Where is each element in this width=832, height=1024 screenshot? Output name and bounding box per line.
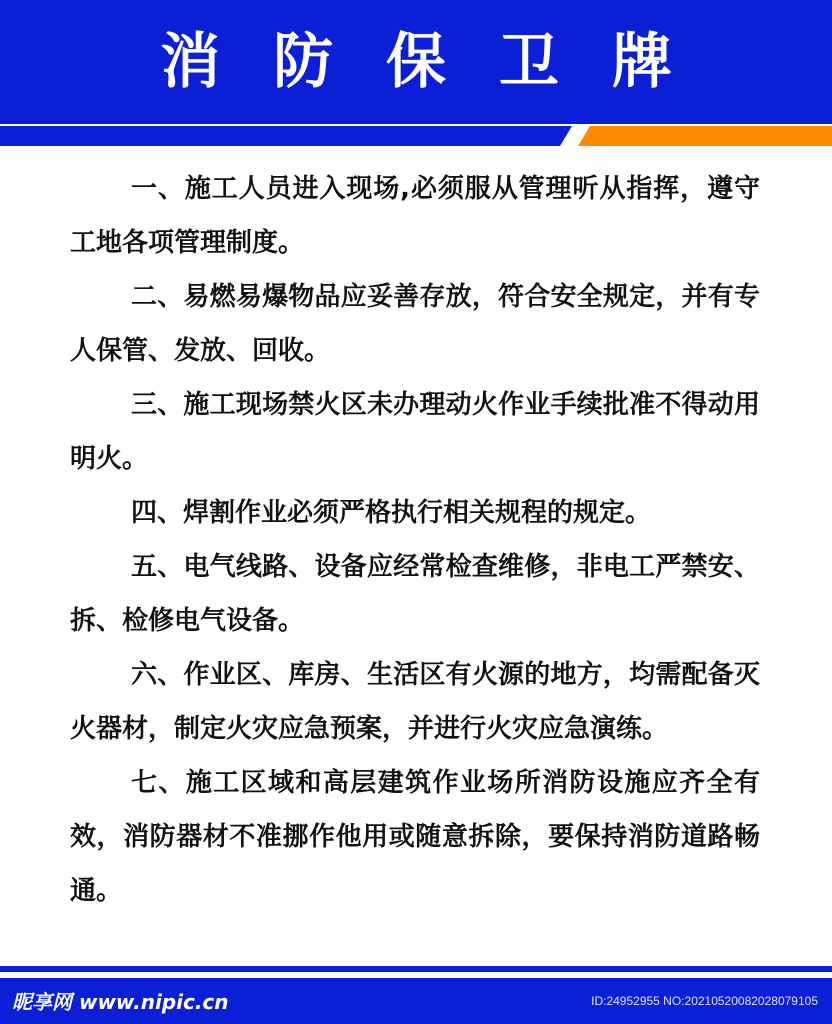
rule-item: 一、施工人员进入现场,必须服从管理听从指挥，遵守工地各项管理制度。: [70, 174, 760, 258]
footer-divider: [0, 966, 832, 972]
rule-item: 七、施工区域和高层建筑作业场所消防设施应齐全有效，消防器材不准挪作他用或随意拆除，要保持消防道路畅通。: [70, 768, 760, 906]
rule-item: 五、电气线路、设备应经常检查维修，非电工严禁安、拆、检修电气设备。: [70, 552, 760, 636]
image-id-text: ID:24952955 NO:20210520082028079105: [591, 994, 818, 1008]
rule-item: 六、作业区、库房、生活区有火源的地方，均需配备灭火器材，制定火灾应急预案，并进行火灾应急演练。: [70, 660, 760, 744]
rule-item: 二、易燃易爆物品应妥善存放，符合安全规定，并有专人保管、发放、回收。: [70, 282, 760, 366]
rule-item: 四、焊割作业必须严格执行相关规程的规定。: [131, 498, 652, 528]
watermark-text: 昵享网 www.nipic.cn: [12, 990, 229, 1014]
page-title: 消 防 保 卫 牌: [160, 27, 688, 97]
rule-item: 三、施工现场禁火区未办理动火作业手续批准不得动用明火。: [70, 390, 760, 474]
rules-list: [70, 162, 760, 918]
